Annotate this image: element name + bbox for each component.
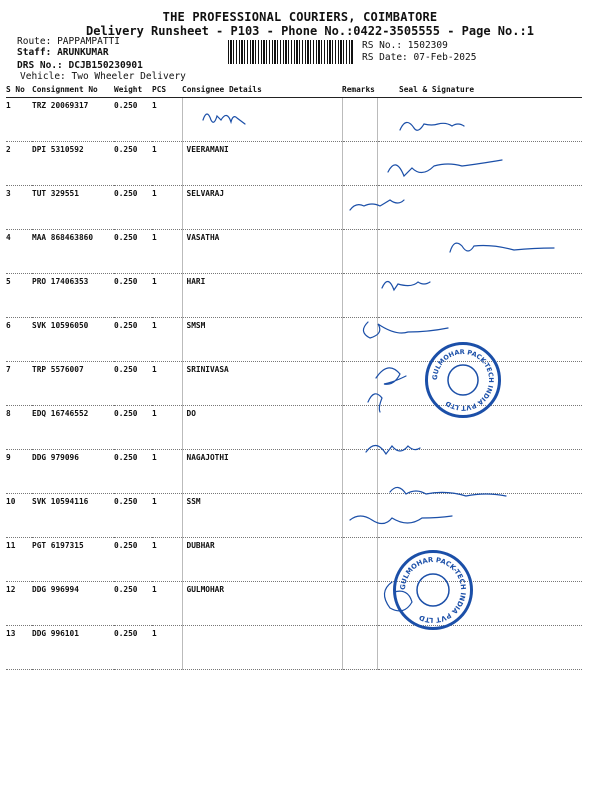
staff-label: Staff: [17, 47, 52, 58]
cell-remarks [342, 626, 377, 670]
col-consignee: Consignee Details [182, 84, 342, 98]
company-title: THE PROFESSIONAL COURIERS, COIMBATORE [162, 10, 438, 24]
cell-sno: 10 [6, 494, 32, 538]
cell-consignment: DDG 996994 [32, 582, 114, 626]
staff-value: ARUNKUMAR [57, 47, 109, 58]
cell-sno: 12 [6, 582, 32, 626]
runsheet-subtitle: Delivery Runsheet - P103 - Phone No.:0422-3505555 - Page No.:1 [86, 24, 534, 38]
cell-pcs: 1 [152, 626, 182, 670]
cell-consignment: PRO 17406353 [32, 274, 114, 318]
table-row [6, 538, 582, 582]
stamp-ring-2 [396, 553, 470, 627]
cell-weight: 0.250 [114, 450, 152, 494]
col-weight: Weight [114, 84, 152, 98]
cell-consignee [182, 626, 342, 670]
cell-consignment: SVK 10594116 [32, 494, 114, 538]
cell-remarks [342, 450, 377, 494]
cell-consignee [182, 98, 342, 142]
drs-value: DCJB150230901 [68, 60, 143, 71]
cell-consignment: DPI 5310592 [32, 142, 114, 186]
cell-sno: 3 [6, 186, 32, 230]
cell-sno: 1 [6, 98, 32, 142]
cell-remarks [342, 538, 377, 582]
cell-consignee: VASATHA [182, 230, 342, 274]
table-header [6, 84, 582, 98]
cell-sno: 2 [6, 142, 32, 186]
cell-pcs: 1 [152, 538, 182, 582]
cell-weight: 0.250 [114, 626, 152, 670]
cell-sno: 9 [6, 450, 32, 494]
cell-consignment: MAA 868463860 [32, 230, 114, 274]
vehicle-value: Two Wheeler Delivery [71, 71, 186, 82]
vehicle-line [20, 71, 186, 82]
drs-line [17, 60, 143, 71]
svg-text:GULMOHAR PACK-TECH INDIA PVT L [431, 348, 495, 412]
cell-consignee: GULMOHAR [182, 582, 342, 626]
rs-date-line [362, 52, 476, 63]
route-line [17, 36, 120, 47]
cell-weight: 0.250 [114, 538, 152, 582]
cell-sno: 7 [6, 362, 32, 406]
table-row [6, 186, 582, 230]
table-row [6, 230, 582, 274]
stamp-1-text: GULMOHAR PACK-TECH INDIA PVT LTD [430, 347, 496, 413]
cell-consignee: SELVARAJ [182, 186, 342, 230]
route-value: PAPPAMPATTI [57, 36, 120, 47]
cell-sno: 6 [6, 318, 32, 362]
cell-weight: 0.250 [114, 230, 152, 274]
rs-date-label: RS Date: [362, 52, 408, 63]
cell-remarks [342, 274, 377, 318]
barcode [228, 40, 353, 64]
cell-pcs: 1 [152, 494, 182, 538]
col-consignment: Consignment No [32, 84, 114, 98]
cell-pcs: 1 [152, 362, 182, 406]
rs-no-line [362, 40, 448, 51]
cell-remarks [342, 582, 377, 626]
cell-sno: 11 [6, 538, 32, 582]
cell-weight: 0.250 [114, 494, 152, 538]
cell-signature [377, 98, 582, 142]
stamp-ring-1 [428, 345, 498, 415]
cell-signature [377, 450, 582, 494]
cell-consignment: TUT 329551 [32, 186, 114, 230]
col-pcs: PCS [152, 84, 182, 98]
svg-text:GULMOHAR PACK-TECH INDIA PVT L [399, 556, 467, 624]
rs-no-value: 1502309 [407, 40, 448, 51]
cell-consignee: DO [182, 406, 342, 450]
cell-pcs: 1 [152, 274, 182, 318]
cell-remarks [342, 230, 377, 274]
cell-pcs: 1 [152, 582, 182, 626]
cell-consignment: SVK 10596050 [32, 318, 114, 362]
table-row [6, 626, 582, 670]
cell-sno: 8 [6, 406, 32, 450]
cell-pcs: 1 [152, 406, 182, 450]
table-row [6, 142, 582, 186]
company-stamp-1 [425, 342, 501, 418]
drs-label: DRS No.: [17, 60, 63, 71]
cell-consignee: DUBHAR [182, 538, 342, 582]
cell-weight: 0.250 [114, 406, 152, 450]
cell-weight: 0.250 [114, 186, 152, 230]
cell-signature [377, 494, 582, 538]
cell-weight: 0.250 [114, 98, 152, 142]
col-sno: S No [6, 84, 32, 98]
cell-consignment: DDG 996101 [32, 626, 114, 670]
stamp-2-text: GULMOHAR PACK-TECH INDIA PVT LTD [398, 555, 468, 625]
staff-line [17, 47, 109, 58]
cell-signature [377, 274, 582, 318]
cell-remarks [342, 494, 377, 538]
cell-pcs: 1 [152, 450, 182, 494]
cell-remarks [342, 142, 377, 186]
cell-sno: 13 [6, 626, 32, 670]
cell-weight: 0.250 [114, 362, 152, 406]
cell-consignee: HARI [182, 274, 342, 318]
table-row [6, 98, 582, 142]
col-remarks: Remarks [342, 84, 377, 98]
vehicle-label: Vehicle: [20, 71, 66, 82]
cell-consignee: SRINIVASA [182, 362, 342, 406]
table-row [6, 450, 582, 494]
cell-signature [377, 626, 582, 670]
col-signature: Seal & Signature [377, 84, 582, 98]
route-label: Route: [17, 36, 52, 47]
cell-pcs: 1 [152, 142, 182, 186]
cell-remarks [342, 318, 377, 362]
company-stamp-2 [393, 550, 473, 630]
cell-signature [377, 230, 582, 274]
table-row [6, 582, 582, 626]
cell-consignee: SMSM [182, 318, 342, 362]
table-row [6, 494, 582, 538]
cell-consignment: TRP 5576007 [32, 362, 114, 406]
cell-signature [377, 186, 582, 230]
cell-consignment: DDG 979096 [32, 450, 114, 494]
cell-pcs: 1 [152, 318, 182, 362]
rs-date-value: 07-Feb-2025 [413, 52, 477, 63]
rs-no-label: RS No.: [362, 40, 403, 51]
cell-consignee: SSM [182, 494, 342, 538]
cell-signature [377, 142, 582, 186]
cell-consignee: NAGAJOTHI [182, 450, 342, 494]
cell-pcs: 1 [152, 230, 182, 274]
cell-remarks [342, 406, 377, 450]
cell-weight: 0.250 [114, 274, 152, 318]
cell-sno: 5 [6, 274, 32, 318]
cell-remarks [342, 362, 377, 406]
cell-consignee: VEERAMANI [182, 142, 342, 186]
cell-sno: 4 [6, 230, 32, 274]
cell-pcs: 1 [152, 186, 182, 230]
cell-consignment: PGT 6197315 [32, 538, 114, 582]
cell-remarks [342, 98, 377, 142]
cell-pcs: 1 [152, 98, 182, 142]
cell-weight: 0.250 [114, 142, 152, 186]
cell-weight: 0.250 [114, 582, 152, 626]
cell-weight: 0.250 [114, 318, 152, 362]
cell-consignment: EDQ 16746552 [32, 406, 114, 450]
cell-consignment: TRZ 20069317 [32, 98, 114, 142]
table-row [6, 274, 582, 318]
cell-remarks [342, 186, 377, 230]
